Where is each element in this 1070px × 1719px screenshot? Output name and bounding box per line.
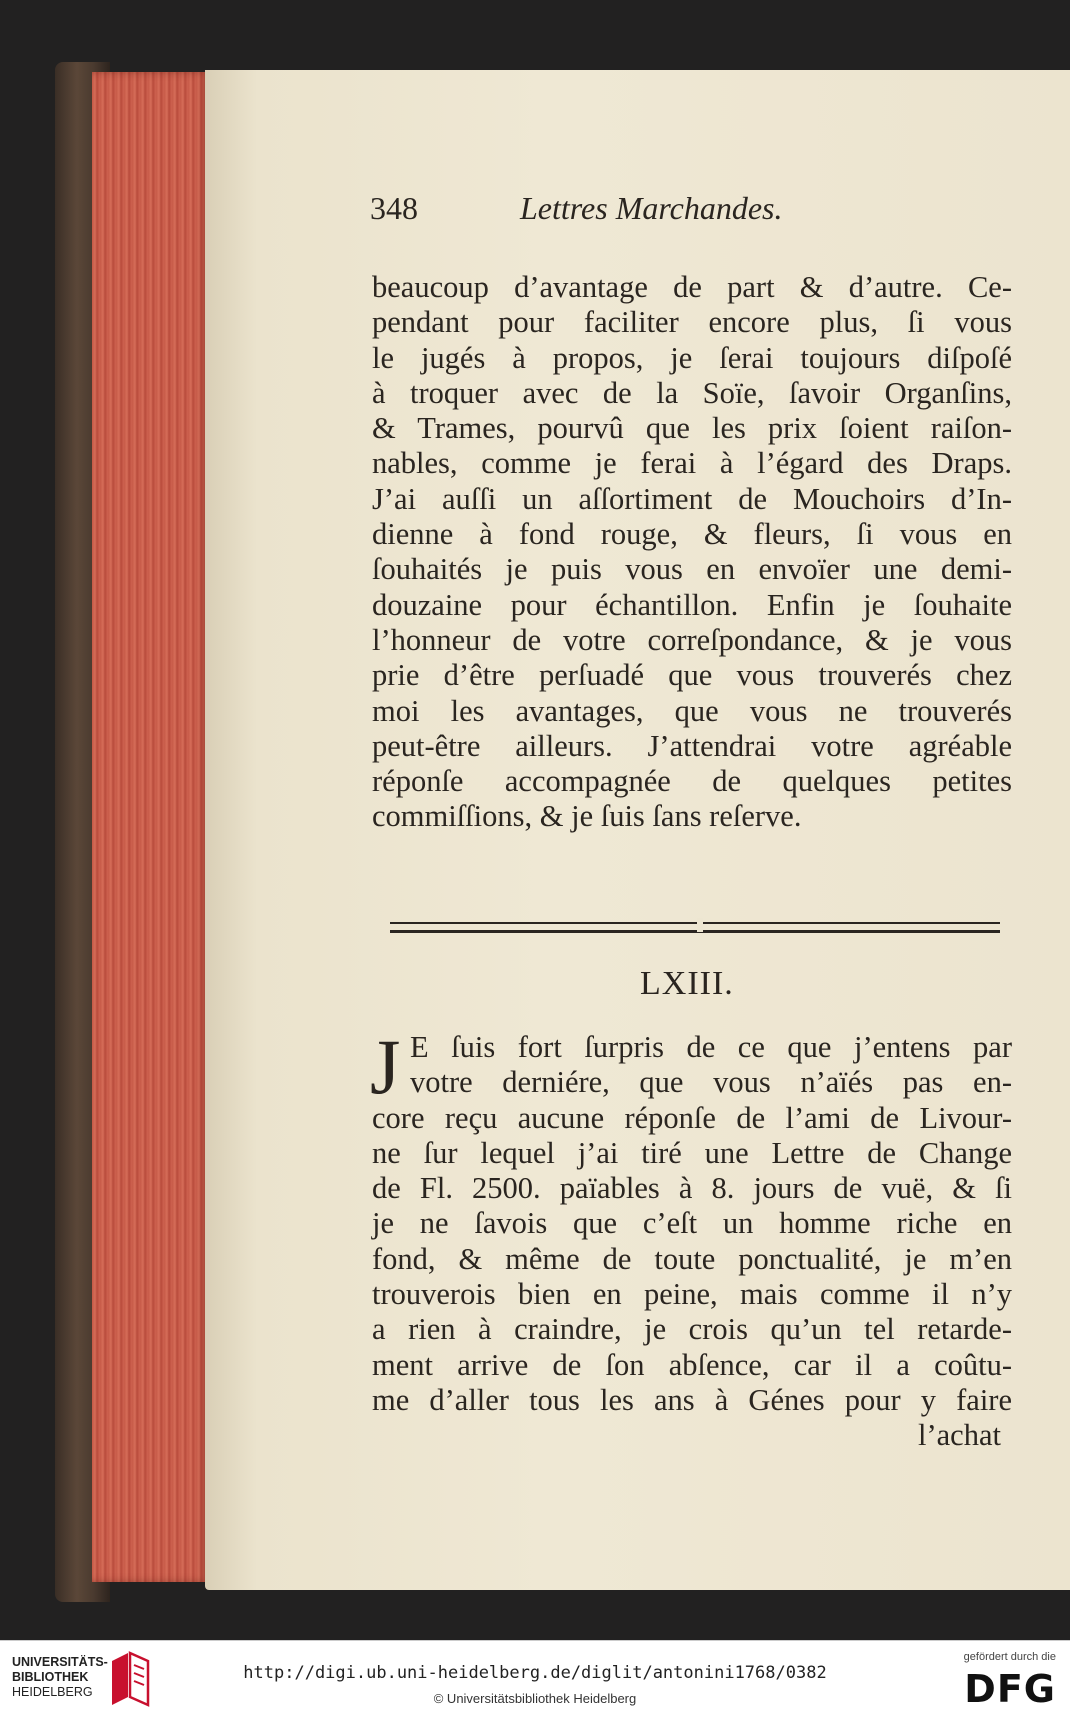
- text-line: je ne ſavois que c’eſt un homme riche en: [372, 1206, 1012, 1241]
- funded-by-label: gefördert durch die: [963, 1651, 1056, 1663]
- library-name-line: UNIVERSITÄTS-: [12, 1655, 108, 1669]
- text-line: réponſe accompagnée de quelques petites: [372, 764, 1012, 799]
- text-line: E ſuis fort ſurpris de ce que j’entens par: [410, 1030, 1012, 1064]
- text-line: trouverois bien en peine, mais comme il n’y: [372, 1277, 1012, 1312]
- text-line: a rien à craindre, je crois qu’un tel retarde-: [372, 1312, 1012, 1347]
- running-title: Lettres Marchandes.: [520, 190, 783, 226]
- text-line: & Trames, pourvû que les prix ſoient raiſon-: [372, 411, 1012, 446]
- text-line: fond, & même de toute ponctualité, je m’en: [372, 1241, 1012, 1276]
- text-line: me d’aller tous les ans à Génes pour y faire: [372, 1382, 1012, 1417]
- library-name-line: BIBLIOTHEK: [12, 1670, 89, 1684]
- text-line: J’ai auſſi un aſſortiment de Mouchoirs d’In-: [372, 481, 1012, 516]
- text-line: peut-être ailleurs. J’attendrai votre agréable: [372, 728, 1012, 763]
- text-line: commiſſions, & je ſuis ſans reſerve.: [372, 799, 802, 834]
- dfg-logo[interactable]: DFG: [964, 1667, 1056, 1711]
- page-edges-red: [92, 72, 210, 1582]
- section-rule: [390, 922, 1000, 933]
- text-line: moi les avantages, que vous ne trouverés: [372, 693, 1012, 728]
- text-line: beaucoup d’avantage de part & d’autre. Ce-: [372, 270, 1012, 304]
- viewer-footer: [0, 1640, 1070, 1719]
- drop-cap: J: [370, 1023, 401, 1110]
- text-line: douzaine pour échantillon. Enfin je ſouhaite: [372, 587, 1012, 622]
- text-line: pendant pour faciliter encore plus, ſi vous: [372, 305, 1012, 340]
- catchword: l’achat: [918, 1418, 1001, 1452]
- text-line: le jugés à propos, je ſerai toujours diſpoſé: [372, 340, 1012, 375]
- text-line: votre derniére, que vous n’aïés pas en-: [410, 1065, 1012, 1100]
- text-line: ment arrive de ſon abſence, car il a coûtu-: [372, 1347, 1012, 1382]
- letter-body: [370, 1023, 1012, 1418]
- text-line: à troquer avec de la Soïe, ſavoir Organſins,: [372, 375, 1012, 410]
- rule-break: [697, 918, 703, 932]
- text-line: dienne à fond rouge, & fleurs, ſi vous en: [372, 517, 1012, 552]
- page-number: 348: [370, 190, 418, 226]
- text-line: prie d’être perſuadé que vous trouverés chez: [372, 658, 1012, 693]
- text-line: nables, comme je ferai à l’égard des Draps.: [372, 446, 1012, 481]
- text-line: l’honneur de votre correſpondance, & je vous: [372, 622, 1012, 657]
- text-line: core reçu aucune réponſe de l’ami de Livour-: [372, 1100, 1012, 1135]
- library-name-line: HEIDELBERG: [12, 1685, 93, 1699]
- copyright-notice: © Universitätsbibliothek Heidelberg: [433, 1691, 637, 1706]
- letter-heading: LXIII.: [640, 965, 734, 1002]
- permalink-url[interactable]: http://digi.ub.uni-heidelberg.de/diglit/antonini1768/0382: [243, 1663, 827, 1683]
- running-head: [370, 190, 782, 227]
- text-line: ne ſur lequel j’ai tiré une Lettre de Change: [372, 1135, 1012, 1170]
- text-line: de Fl. 2500. païables à 8. jours de vuë, & ſi: [372, 1171, 1012, 1206]
- paragraph-continued: [372, 270, 1012, 835]
- text-line: ſouhaités je puis vous en envoïer une demi-: [372, 552, 1012, 587]
